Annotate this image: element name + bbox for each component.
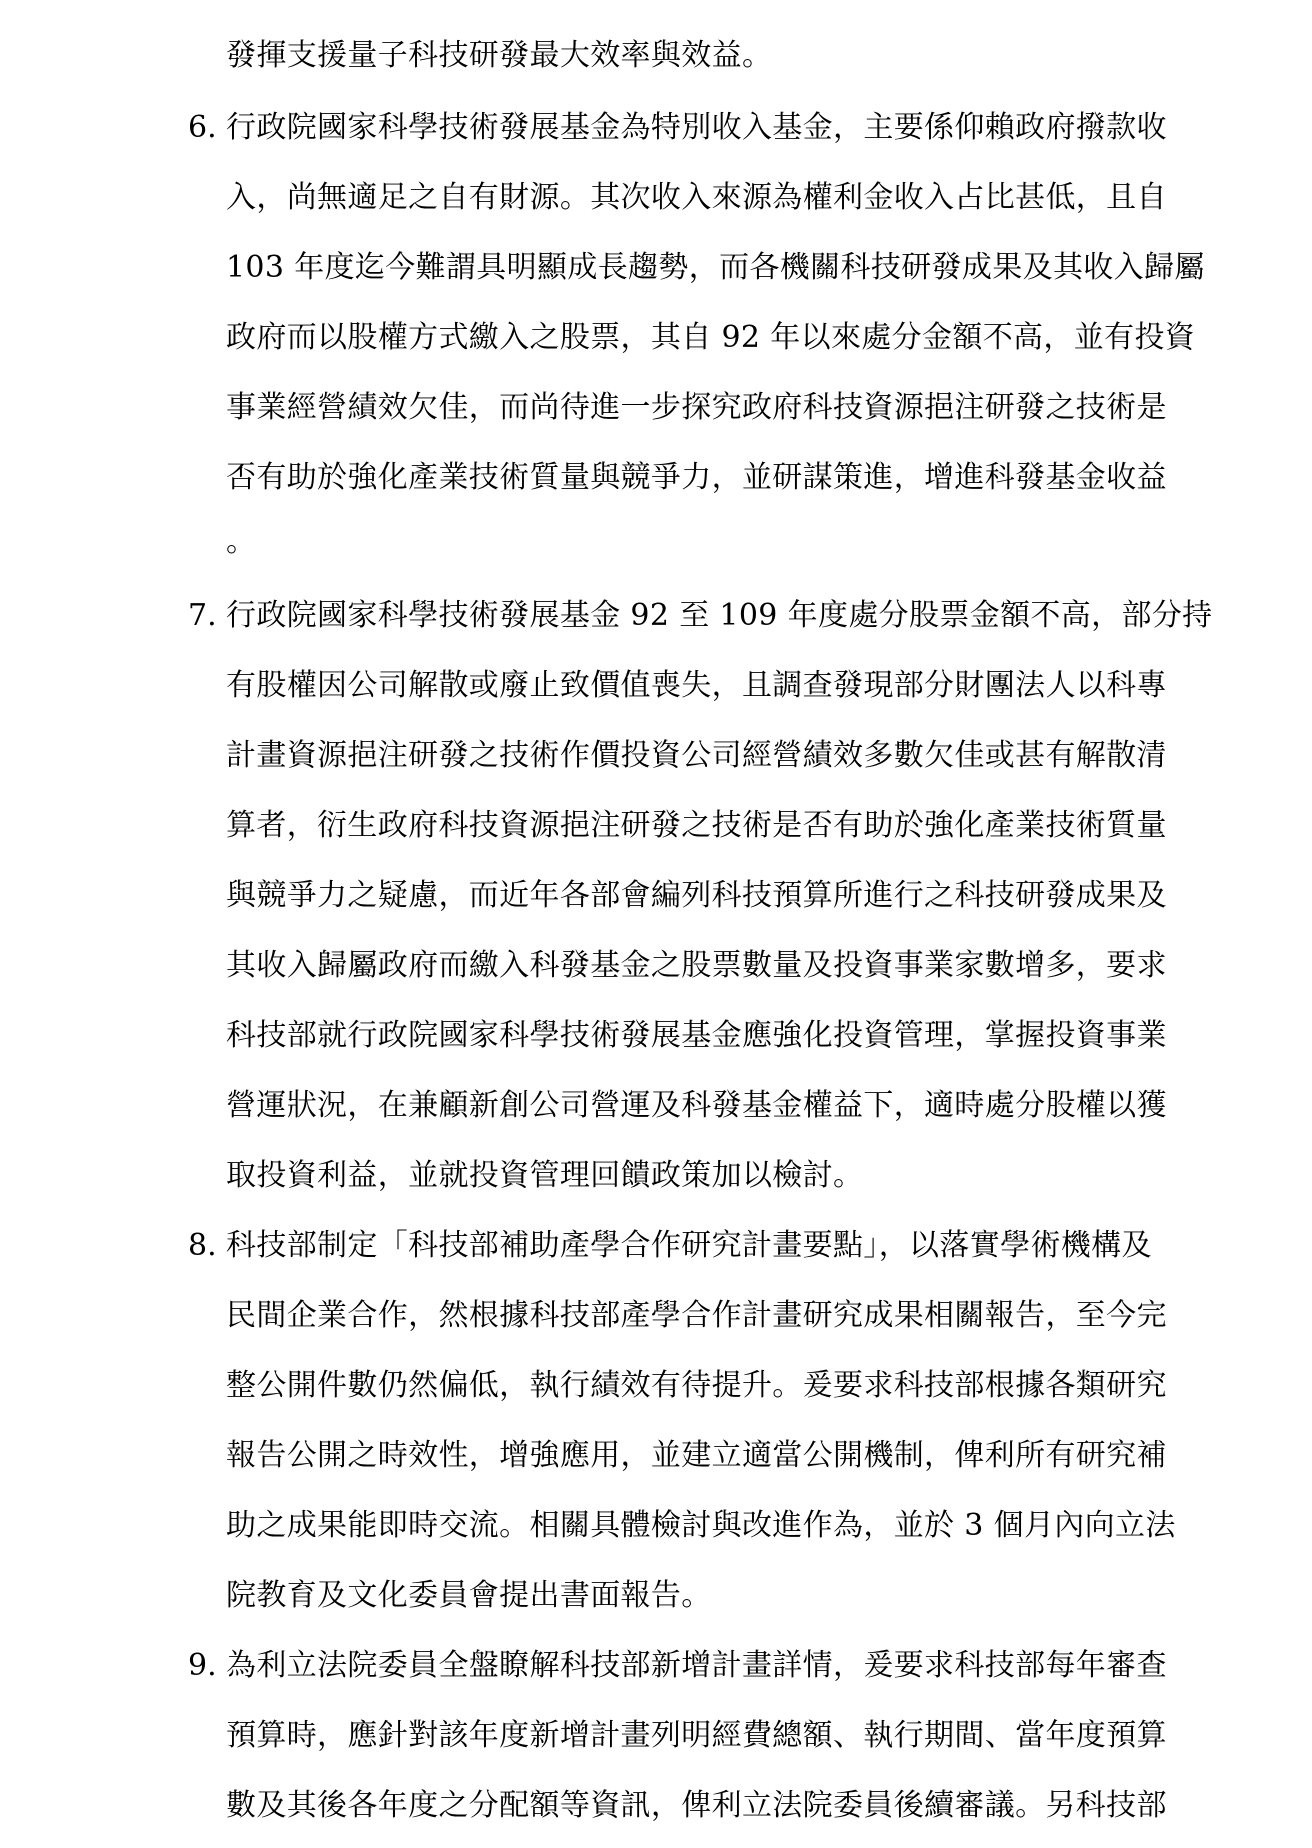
text-line: 政府而以股權方式繳入之股票，其自 92 年以來處分金額不高，並有投資 — [226, 320, 1196, 355]
text-line: 。 — [226, 524, 257, 559]
text-line: 報告公開之時效性，增強應用，並建立適當公開機制，俾利所有研究補 — [226, 1438, 1167, 1473]
text-line: 助之成果能即時交流。相關具體檢討與改進作為，並於 3 個月內向立法 — [226, 1508, 1176, 1543]
text-line: 與競爭力之疑慮，而近年各部會編列科技預算所進行之科技研發成果及 — [226, 878, 1167, 913]
text-line: 行政院國家科學技術發展基金 92 至 109 年度處分股票金額不高，部分持 — [226, 598, 1213, 633]
text-line: 事業經營績效欠佳，而尚待進一步探究政府科技資源挹注研發之技術是 — [226, 390, 1167, 425]
item-number-9: 9. — [188, 1648, 217, 1683]
text-line: 有股權因公司解散或廢止致價值喪失，且調查發現部分財團法人以科專 — [226, 668, 1167, 703]
text-line: 103 年度迄今難謂具明顯成長趨勢，而各機關科技研發成果及其收入歸屬 — [226, 250, 1205, 285]
text-line: 其收入歸屬政府而繳入科發基金之股票數量及投資事業家數增多，要求 — [226, 948, 1167, 983]
text-line: 取投資利益，並就投資管理回饋政策加以檢討。 — [226, 1158, 864, 1193]
text-line: 院教育及文化委員會提出書面報告。 — [226, 1578, 712, 1613]
text-line: 為利立法院委員全盤瞭解科技部新增計畫詳情，爰要求科技部每年審查 — [226, 1648, 1167, 1683]
text-line: 否有助於強化產業技術質量與競爭力，並研謀策進，增進科發基金收益 — [226, 460, 1167, 495]
text-line: 發揮支援量子科技研發最大效率與效益。 — [226, 38, 773, 73]
text-line: 行政院國家科學技術發展基金為特別收入基金，主要係仰賴政府撥款收 — [226, 110, 1167, 145]
item-number-8: 8. — [188, 1228, 217, 1263]
text-line: 計畫資源挹注研發之技術作價投資公司經營績效多數欠佳或甚有解散清 — [226, 738, 1167, 773]
text-line: 整公開件數仍然偏低，執行績效有待提升。爰要求科技部根據各類研究 — [226, 1368, 1167, 1403]
text-line: 數及其後各年度之分配額等資訊，俾利立法院委員後續審議。另科技部 — [226, 1788, 1167, 1823]
item-number-7: 7. — [188, 598, 217, 633]
text-line: 入，尚無適足之自有財源。其次收入來源為權利金收入占比甚低，且自 — [226, 180, 1167, 215]
text-line: 算者，衍生政府科技資源挹注研發之技術是否有助於強化產業技術質量 — [226, 808, 1167, 843]
text-line: 民間企業合作，然根據科技部產學合作計畫研究成果相關報告，至今完 — [226, 1298, 1167, 1333]
text-line: 科技部制定「科技部補助產學合作研究計畫要點」，以落實學術機構及 — [226, 1228, 1152, 1263]
item-number-6: 6. — [188, 110, 217, 145]
text-line: 營運狀況，在兼顧新創公司營運及科發基金權益下，適時處分股權以獲 — [226, 1088, 1167, 1123]
text-line: 科技部就行政院國家科學技術發展基金應強化投資管理，掌握投資事業 — [226, 1018, 1167, 1053]
text-line: 預算時，應針對該年度新增計畫列明經費總額、執行期間、當年度預算 — [226, 1718, 1167, 1753]
